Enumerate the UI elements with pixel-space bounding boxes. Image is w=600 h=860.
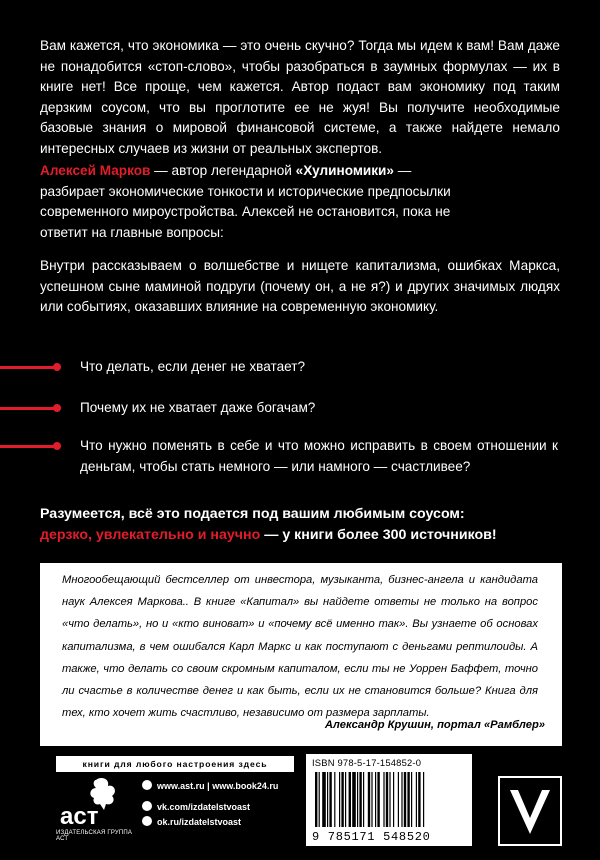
ast-logo-icon — [56, 776, 126, 828]
book-title: «Хулиномики» — [295, 163, 394, 178]
ok-link[interactable] — [142, 816, 241, 827]
author-paragraph — [40, 161, 470, 243]
highlight-rest: — у книги более 300 источников! — [260, 527, 497, 543]
v-logo — [498, 776, 562, 846]
review-text: Многообещающий бестселлер от инвестора, музыканта, бизнес-ангела и кандидата наук Алексея Маркова.. В книге «Капитал» вы найдете ответы не только на вопрос «что делать», но и «кто виноват» и «почему всё именно так». Вы узнаете об основах капитализма, в чем ошибался Карл Маркс и как поступают с деньгами рептилоиды. А также, что делать со своим скромным капиталом, если ты не Уоррен Баффет, точно ли счастье в количестве денег и как быть, если их не становится больше? Книга для тех, кто хочет жить счастливо, независимо от размера зарплаты. — [62, 574, 538, 720]
author-name: Алексей Марков — [40, 163, 151, 178]
isbn-box — [306, 754, 472, 846]
highlight-line1: Разумеется, всё это подается под вашим любимым соусом: — [40, 506, 465, 522]
inside-paragraph: Внутри рассказываем о волшебстве и нищете капитализма, ошибках Маркса, успешном сыне маминой подруги (почему он, а не я?) и других значимых людях или событиях, оказавших влияние на современную экономику. — [40, 258, 560, 314]
highlight-line2 — [40, 525, 580, 546]
question-text: Что нужно поменять в себе и что можно исправить в своем отношении к деньгам, чтобы стать немного — или намного — счастливее? — [80, 438, 558, 474]
review-author: Александр Крушин, портал «Рамблер» — [324, 719, 545, 731]
question-text: Что делать, если денег не хватает? — [80, 359, 306, 374]
v-logo-icon — [498, 776, 562, 846]
highlight-red: дерзко, увлекательно и научно — [40, 527, 261, 543]
publisher-label: ИЗДАТЕЛЬСКАЯ ГРУППА АСТ — [56, 830, 133, 842]
sites-text: www.ast.ru | www.book24.ru — [157, 781, 279, 791]
barcode-digits: 9 785171 548520 — [312, 830, 431, 844]
question-bar — [0, 445, 55, 448]
logo-text: аст — [60, 803, 99, 828]
vk-text: vk.com/izdatelstvoast — [157, 802, 251, 812]
ok-icon — [142, 816, 152, 826]
review-box — [40, 563, 562, 746]
ok-text: ok.ru/izdatelstvoast — [157, 817, 242, 827]
bullet-icon — [53, 404, 61, 412]
slogan-bar: книги для любого настроения здесь — [56, 756, 294, 772]
globe-icon — [142, 780, 152, 790]
isbn-text: ISBN 978-5-17-154852-0 — [312, 757, 422, 768]
bullet-icon — [53, 363, 61, 371]
question-bar — [0, 407, 55, 410]
highlight-block — [40, 504, 580, 546]
barcode-icon — [313, 772, 467, 827]
bullet-icon — [53, 442, 61, 450]
author-text-b: — разбирает экономические тонкости и исторические предпосылки современного мироустройства. Алексей не остановится, пока не ответит на главные вопросы: — [40, 163, 451, 240]
vk-icon — [142, 801, 152, 811]
question-text: Почему их не хватает даже богачам? — [80, 400, 316, 415]
intro-paragraph: Вам кажется, что экономика — это очень скучно? Тогда мы идем к вам! Вам даже не понадобится «стоп-слово», чтобы разобраться в заумных формулах — их в книге нет! Все проще, чем кажется. Автор подаст вам экономику под таким дерзким соусом, что вы проглотите ее не жуя! Вы получите необходимые базовые знания о мировой финансовой системе, а также найдете немало интересных случаев из жизни от реальных экспертов. — [40, 38, 560, 156]
author-text-a: — автор легендарной — [150, 163, 296, 178]
vk-link[interactable] — [142, 801, 250, 812]
question-bar — [0, 366, 55, 369]
sites-link[interactable] — [142, 780, 278, 791]
